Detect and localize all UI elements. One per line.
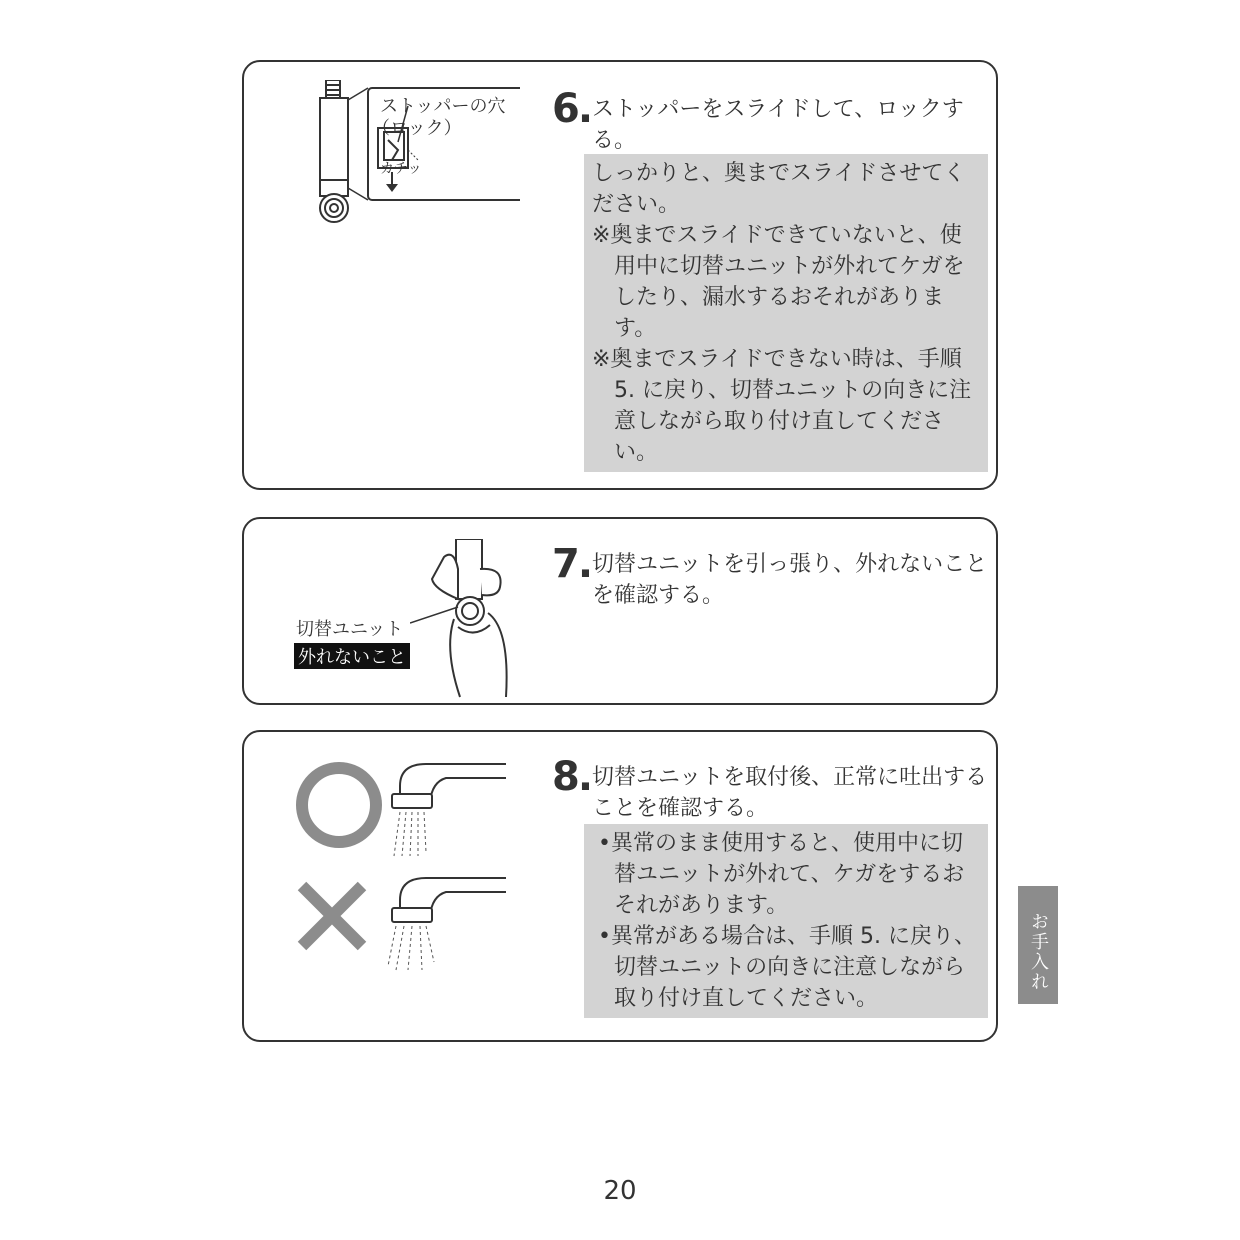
click-sound-label: カチッ: [380, 161, 422, 177]
step7-panel: [242, 517, 998, 705]
not-detach-badge: 外れないこと: [294, 643, 410, 669]
side-tab-label: お手入れ: [1028, 912, 1049, 992]
faucet-abnormal-illustration: [386, 870, 510, 974]
faucet-normal-illustration: [386, 756, 510, 860]
ng-cross-icon: [294, 878, 370, 954]
step8-number: 8.: [552, 754, 592, 800]
step8-panel: [242, 730, 998, 1042]
step8-title: 切替ユニットを取付後、正常に吐出することを確認する。: [592, 765, 988, 821]
step8-note: [584, 824, 988, 1018]
page-number: 20: [603, 1176, 637, 1206]
step8-note-bullet: •異常のまま使用すると、使用中に切替ユニットが外れて、ケガをするおそれがあります。: [598, 831, 965, 918]
step6-note-line: ※奥までスライドできていないと、使用中に切替ユニットが外れてケガをしたり、漏水するおそれがあります。: [592, 223, 965, 341]
leader-line: [410, 605, 460, 625]
ok-circle-icon: [296, 762, 382, 848]
unit-label: 切替ユニット: [296, 619, 404, 640]
step6-title: ストッパーをスライドして、ロックする。: [592, 97, 964, 153]
stopper-hole-label: ストッパーの穴: [380, 96, 506, 117]
step6-note: [584, 154, 988, 472]
step7-number: 7.: [552, 541, 592, 587]
step7-title: 切替ユニットを引っ張り、外れないことを確認する。: [592, 552, 988, 608]
step6-note-line: ※奥までスライドできない時は、手順 5. に戻り、切替ユニットの向きに注意しながら取り付け直してください。: [592, 347, 972, 465]
lock-label: （ロック）: [372, 118, 462, 139]
step8-note-bullet: •異常がある場合は、手順 5. に戻り、切替ユニットの向きに注意しながら取り付け直してください。: [598, 924, 976, 1011]
step6-number: 6.: [552, 86, 592, 132]
side-tab-care: [1018, 886, 1058, 1004]
step6-note-line: しっかりと、奥までスライドさせてください。: [592, 161, 966, 217]
step6-panel: [242, 60, 998, 490]
